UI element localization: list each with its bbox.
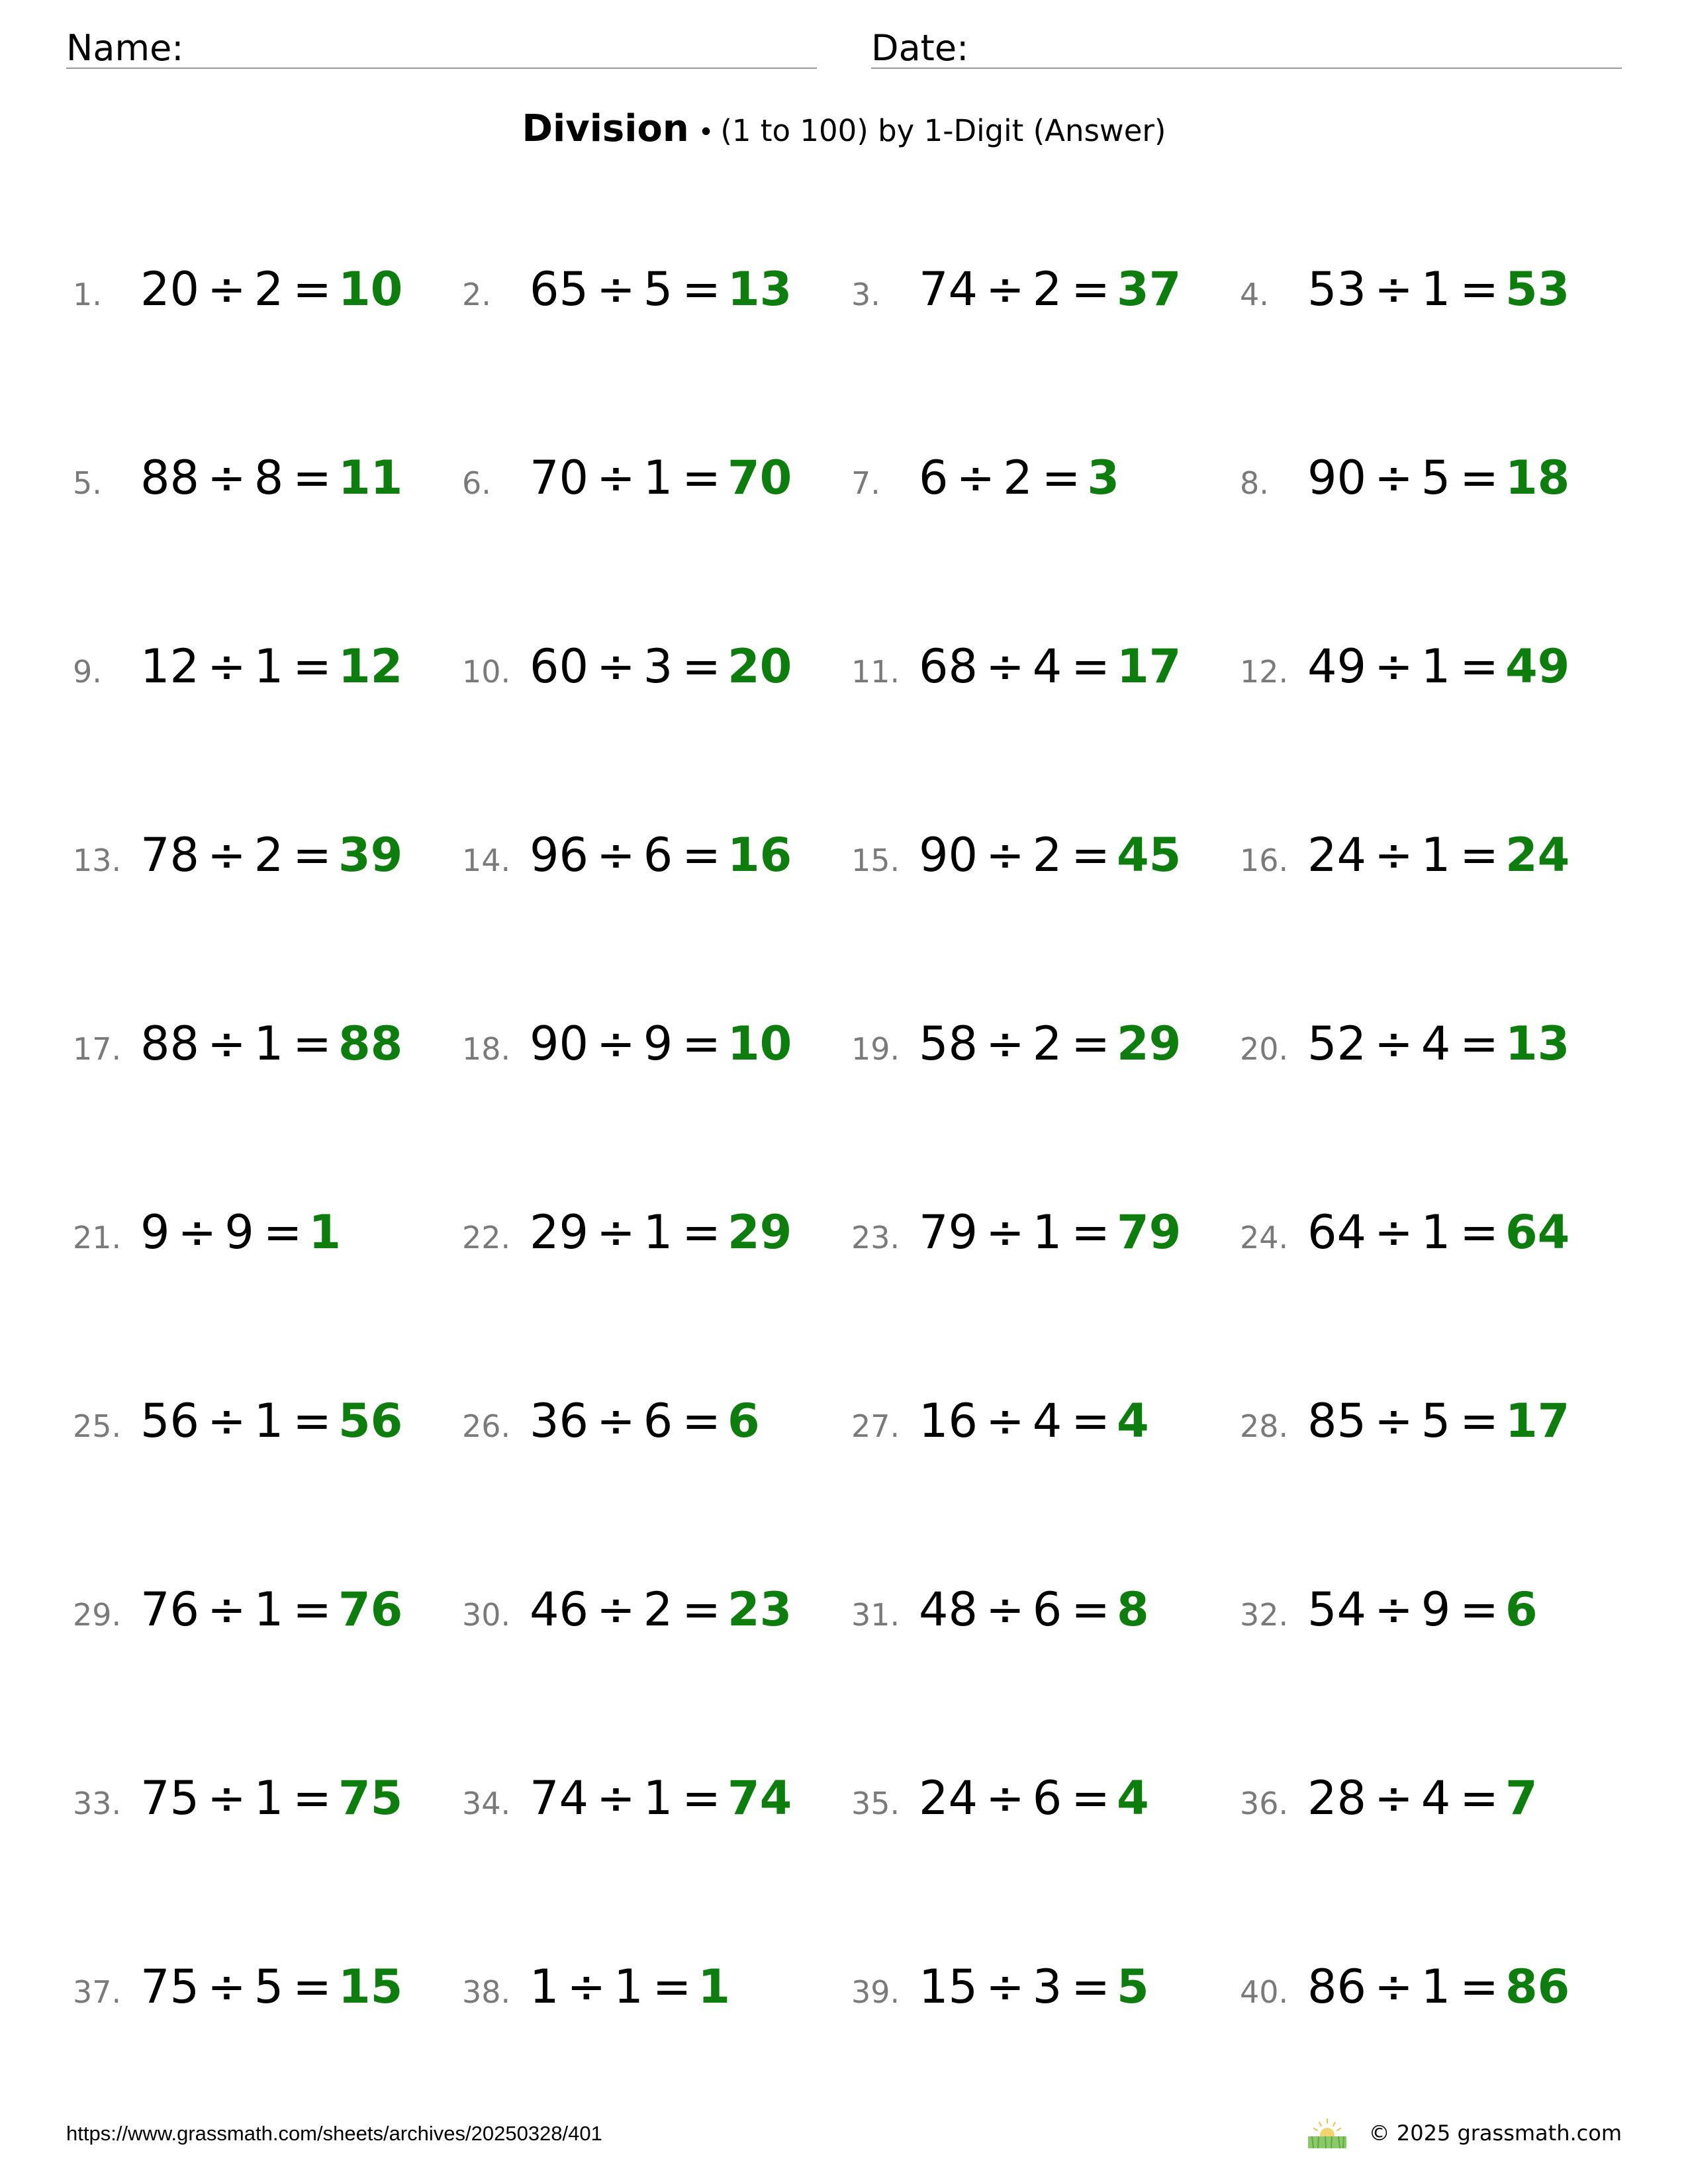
problem-expression	[1307, 1582, 1538, 1637]
equals-sign: =	[1460, 1582, 1499, 1637]
divisor: 1	[1421, 262, 1451, 316]
division-sign: ÷	[596, 1017, 635, 1071]
division-sign: ÷	[1374, 1394, 1413, 1448]
answer: 15	[338, 1960, 403, 2014]
problem-expression	[530, 1205, 792, 1259]
answer: 24	[1505, 828, 1570, 882]
division-sign: ÷	[596, 639, 635, 694]
divisor: 9	[643, 1017, 673, 1071]
dividend: 46	[530, 1582, 589, 1637]
divisor: 5	[1421, 1394, 1451, 1448]
problem-number: 35.	[851, 1786, 900, 1821]
problem-expression	[1307, 451, 1570, 505]
equals-sign: =	[1071, 639, 1110, 694]
problem-number: 9.	[73, 654, 102, 690]
dividend: 54	[1307, 1582, 1367, 1637]
division-sign: ÷	[567, 1960, 606, 2014]
divisor: 6	[643, 1394, 673, 1448]
divisor: 1	[254, 1394, 284, 1448]
dividend: 74	[530, 1771, 589, 1825]
problem-expression	[919, 1017, 1181, 1071]
division-sign: ÷	[986, 262, 1025, 316]
problem-expression	[530, 451, 792, 505]
dividend: 86	[1307, 1960, 1367, 2014]
answer: 29	[1116, 1017, 1182, 1071]
problem-number: 19.	[851, 1031, 900, 1067]
equals-sign: =	[1071, 828, 1110, 882]
problem-number: 22.	[462, 1220, 511, 1255]
dividend: 49	[1307, 639, 1367, 694]
problem-expression	[1307, 828, 1570, 882]
division-sign: ÷	[986, 1394, 1025, 1448]
equals-sign: =	[293, 1582, 332, 1637]
answer: 7	[1505, 1771, 1538, 1825]
divisor: 2	[254, 828, 284, 882]
equals-sign: =	[1460, 828, 1499, 882]
division-sign: ÷	[1374, 1017, 1413, 1071]
divisor: 1	[1421, 828, 1451, 882]
answer: 1	[698, 1960, 731, 2014]
title-bullet: •	[698, 117, 714, 148]
dividend: 60	[530, 639, 589, 694]
answer: 64	[1505, 1205, 1570, 1259]
equals-sign: =	[293, 1017, 332, 1071]
dividend: 24	[1307, 828, 1367, 882]
divisor: 5	[643, 262, 673, 316]
answer: 18	[1505, 451, 1570, 505]
equals-sign: =	[293, 1771, 332, 1825]
divisor: 2	[1003, 451, 1033, 505]
equals-sign: =	[682, 262, 721, 316]
equals-sign: =	[1041, 451, 1081, 505]
divisor: 6	[1032, 1771, 1062, 1825]
division-sign: ÷	[596, 451, 635, 505]
dividend: 90	[919, 828, 978, 882]
problem-number: 12.	[1240, 654, 1289, 690]
problem-number: 31.	[851, 1597, 900, 1633]
divisor: 6	[643, 828, 673, 882]
equals-sign: =	[682, 1205, 721, 1259]
equals-sign: =	[1460, 1771, 1499, 1825]
problem-expression	[919, 1582, 1149, 1637]
problem-number: 18.	[462, 1031, 511, 1067]
divisor: 1	[1032, 1205, 1062, 1259]
problem-number: 1.	[73, 277, 102, 312]
title-main: Division	[522, 107, 689, 150]
divisor: 2	[643, 1582, 673, 1637]
problem-number: 16.	[1240, 842, 1289, 878]
problem-number: 8.	[1240, 465, 1269, 501]
problem-number: 26.	[462, 1408, 511, 1444]
divisor: 3	[643, 639, 673, 694]
dividend: 76	[140, 1582, 200, 1637]
division-sign: ÷	[1374, 828, 1413, 882]
division-sign: ÷	[207, 1771, 246, 1825]
dividend: 65	[530, 262, 589, 316]
division-sign: ÷	[596, 1394, 635, 1448]
division-sign: ÷	[1374, 639, 1413, 694]
dividend: 29	[530, 1205, 589, 1259]
dividend: 48	[919, 1582, 978, 1637]
equals-sign: =	[682, 1771, 721, 1825]
equals-sign: =	[682, 639, 721, 694]
divisor: 1	[254, 639, 284, 694]
divisor: 1	[254, 1771, 284, 1825]
division-sign: ÷	[1374, 1771, 1413, 1825]
problem-expression	[140, 451, 402, 505]
division-sign: ÷	[207, 451, 246, 505]
divisor: 2	[1032, 262, 1062, 316]
divisor: 1	[643, 1205, 673, 1259]
equals-sign: =	[682, 1582, 721, 1637]
dividend: 74	[919, 262, 978, 316]
divisor: 1	[1421, 1205, 1451, 1259]
equals-sign: =	[263, 1205, 303, 1259]
problem-expression	[140, 1771, 402, 1825]
problem-number: 32.	[1240, 1597, 1289, 1633]
dividend: 70	[530, 451, 589, 505]
problem-number: 34.	[462, 1786, 511, 1821]
dividend: 28	[1307, 1771, 1367, 1825]
division-sign: ÷	[986, 639, 1025, 694]
answer: 17	[1505, 1394, 1570, 1448]
answer: 49	[1505, 639, 1570, 694]
division-sign: ÷	[986, 828, 1025, 882]
equals-sign: =	[1071, 262, 1110, 316]
divisor: 9	[1421, 1582, 1451, 1637]
division-sign: ÷	[207, 1017, 246, 1071]
divisor: 1	[643, 451, 673, 505]
equals-sign: =	[682, 1017, 721, 1071]
answer: 5	[1116, 1960, 1149, 2014]
dividend: 16	[919, 1394, 978, 1448]
equals-sign: =	[1460, 262, 1499, 316]
problem-expression	[1307, 1771, 1538, 1825]
answer: 3	[1087, 451, 1120, 505]
problem-number: 7.	[851, 465, 880, 501]
equals-sign: =	[1460, 1017, 1499, 1071]
division-sign: ÷	[207, 1582, 246, 1637]
answer: 88	[338, 1017, 403, 1071]
dividend: 52	[1307, 1017, 1367, 1071]
problem-number: 3.	[851, 277, 880, 312]
dividend: 75	[140, 1960, 200, 2014]
divisor: 2	[254, 262, 284, 316]
divisor: 1	[1421, 639, 1451, 694]
equals-sign: =	[682, 451, 721, 505]
problem-number: 36.	[1240, 1786, 1289, 1821]
divisor: 1	[614, 1960, 643, 2014]
problem-expression	[530, 262, 792, 316]
problem-number: 13.	[73, 842, 122, 878]
division-sign: ÷	[596, 262, 635, 316]
problem-number: 2.	[462, 277, 491, 312]
equals-sign: =	[293, 1960, 332, 2014]
dividend: 96	[530, 828, 589, 882]
problem-expression	[140, 828, 402, 882]
dividend: 78	[140, 828, 200, 882]
divisor: 8	[254, 451, 284, 505]
problem-expression	[530, 1582, 792, 1637]
problem-expression	[1307, 639, 1570, 694]
dividend: 88	[140, 1017, 200, 1071]
equals-sign: =	[682, 1394, 721, 1448]
division-sign: ÷	[207, 1394, 246, 1448]
equals-sign: =	[293, 639, 332, 694]
answer: 4	[1116, 1771, 1149, 1825]
division-sign: ÷	[207, 1960, 246, 2014]
divisor: 3	[1032, 1960, 1062, 2014]
equals-sign: =	[1071, 1205, 1110, 1259]
problem-expression	[140, 1205, 341, 1259]
problem-expression	[919, 1205, 1181, 1259]
dividend: 20	[140, 262, 200, 316]
problem-expression	[530, 828, 792, 882]
footer-copyright: © 2025 grassmath.com	[1368, 2120, 1622, 2146]
dividend: 36	[530, 1394, 589, 1448]
divisor: 1	[254, 1017, 284, 1071]
answer: 6	[1505, 1582, 1538, 1637]
answer: 10	[727, 1017, 792, 1071]
divisor: 5	[1421, 451, 1451, 505]
problem-number: 5.	[73, 465, 102, 501]
division-sign: ÷	[596, 828, 635, 882]
division-sign: ÷	[1374, 1960, 1413, 2014]
divisor: 6	[1032, 1582, 1062, 1637]
dividend: 85	[1307, 1394, 1367, 1448]
dividend: 75	[140, 1771, 200, 1825]
dividend: 53	[1307, 262, 1367, 316]
footer-branding	[1305, 2116, 1622, 2150]
title-subtitle: (1 to 100) by 1-Digit (Answer)	[720, 113, 1166, 148]
answer: 10	[338, 262, 403, 316]
footer-url: https://www.grassmath.com/sheets/archives/20250328/401	[66, 2122, 602, 2145]
dividend: 79	[919, 1205, 978, 1259]
division-sign: ÷	[207, 639, 246, 694]
divisor: 2	[1032, 828, 1062, 882]
answer: 13	[727, 262, 792, 316]
equals-sign: =	[293, 828, 332, 882]
problem-number: 21.	[73, 1220, 122, 1255]
division-sign: ÷	[596, 1582, 635, 1637]
problem-expression	[919, 262, 1181, 316]
equals-sign: =	[1460, 639, 1499, 694]
answer: 8	[1116, 1582, 1149, 1637]
problem-expression	[530, 1771, 792, 1825]
equals-sign: =	[1071, 1017, 1110, 1071]
divisor: 4	[1032, 639, 1062, 694]
problem-number: 28.	[1240, 1408, 1289, 1444]
answer: 4	[1116, 1394, 1149, 1448]
equals-sign: =	[1071, 1960, 1110, 2014]
divisor: 4	[1421, 1017, 1451, 1071]
problem-number: 23.	[851, 1220, 900, 1255]
equals-sign: =	[293, 451, 332, 505]
problem-expression	[140, 262, 402, 316]
dividend: 12	[140, 639, 200, 694]
equals-sign: =	[1071, 1394, 1110, 1448]
division-sign: ÷	[596, 1771, 635, 1825]
problem-number: 38.	[462, 1974, 511, 2010]
answer: 45	[1116, 828, 1182, 882]
problem-number: 27.	[851, 1408, 900, 1444]
answer: 56	[338, 1394, 403, 1448]
answer: 6	[727, 1394, 760, 1448]
answer: 11	[338, 451, 403, 505]
division-sign: ÷	[956, 451, 996, 505]
answer: 20	[727, 639, 792, 694]
answer: 12	[338, 639, 403, 694]
problem-expression	[530, 1017, 792, 1071]
problem-expression	[1307, 262, 1570, 316]
dividend: 58	[919, 1017, 978, 1071]
answer: 74	[727, 1771, 792, 1825]
equals-sign: =	[652, 1960, 692, 2014]
dividend: 1	[530, 1960, 559, 2014]
equals-sign: =	[1460, 1205, 1499, 1259]
dividend: 56	[140, 1394, 200, 1448]
problem-number: 30.	[462, 1597, 511, 1633]
answer: 53	[1505, 262, 1570, 316]
divisor: 2	[1032, 1017, 1062, 1071]
answer: 13	[1505, 1017, 1570, 1071]
answer: 39	[338, 828, 403, 882]
divisor: 4	[1032, 1394, 1062, 1448]
name-label: Name:	[66, 27, 184, 69]
dividend: 68	[919, 639, 978, 694]
division-sign: ÷	[207, 828, 246, 882]
answer: 37	[1116, 262, 1182, 316]
answer: 79	[1116, 1205, 1182, 1259]
problem-number: 4.	[1240, 277, 1269, 312]
divisor: 4	[1421, 1771, 1451, 1825]
equals-sign: =	[1460, 1960, 1499, 2014]
equals-sign: =	[1460, 1394, 1499, 1448]
division-sign: ÷	[986, 1205, 1025, 1259]
problem-expression	[1307, 1017, 1570, 1071]
answer: 17	[1116, 639, 1182, 694]
problem-number: 20.	[1240, 1031, 1289, 1067]
problem-number: 14.	[462, 842, 511, 878]
problem-expression	[530, 1394, 760, 1448]
problem-number: 6.	[462, 465, 491, 501]
problem-number: 33.	[73, 1786, 122, 1821]
problem-number: 17.	[73, 1031, 122, 1067]
division-sign: ÷	[986, 1771, 1025, 1825]
dividend: 9	[140, 1205, 170, 1259]
grass-sun-logo-icon	[1305, 2116, 1349, 2150]
problem-expression	[140, 1582, 402, 1637]
dividend: 90	[1307, 451, 1367, 505]
problem-number: 29.	[73, 1597, 122, 1633]
answer: 76	[338, 1582, 403, 1637]
problem-expression	[919, 828, 1181, 882]
problem-number: 15.	[851, 842, 900, 878]
dividend: 24	[919, 1771, 978, 1825]
division-sign: ÷	[1374, 451, 1413, 505]
problem-number: 39.	[851, 1974, 900, 2010]
division-sign: ÷	[177, 1205, 217, 1259]
divisor: 1	[254, 1582, 284, 1637]
divisor: 1	[1421, 1960, 1451, 2014]
divisor: 9	[224, 1205, 254, 1259]
equals-sign: =	[1460, 451, 1499, 505]
division-sign: ÷	[986, 1960, 1025, 2014]
answer: 1	[308, 1205, 342, 1259]
dividend: 15	[919, 1960, 978, 2014]
answer: 16	[727, 828, 792, 882]
problem-expression	[919, 1394, 1149, 1448]
date-label: Date:	[871, 27, 969, 69]
problem-expression	[140, 1017, 402, 1071]
problem-expression	[919, 639, 1181, 694]
answer: 86	[1505, 1960, 1570, 2014]
problem-number: 37.	[73, 1974, 122, 2010]
problem-expression	[1307, 1960, 1570, 2014]
division-sign: ÷	[207, 262, 246, 316]
division-sign: ÷	[596, 1205, 635, 1259]
equals-sign: =	[1071, 1582, 1110, 1637]
problem-expression	[919, 1960, 1149, 2014]
problem-expression	[1307, 1394, 1570, 1448]
dividend: 90	[530, 1017, 589, 1071]
division-sign: ÷	[986, 1017, 1025, 1071]
answer: 75	[338, 1771, 403, 1825]
problem-expression	[140, 1960, 402, 2014]
problem-expression	[530, 639, 792, 694]
division-sign: ÷	[986, 1582, 1025, 1637]
problem-expression	[919, 1771, 1149, 1825]
answer: 29	[727, 1205, 792, 1259]
problem-expression	[140, 639, 402, 694]
answer: 70	[727, 451, 792, 505]
problem-number: 40.	[1240, 1974, 1289, 2010]
division-sign: ÷	[1374, 1205, 1413, 1259]
problem-number: 10.	[462, 654, 511, 690]
problem-number: 25.	[73, 1408, 122, 1444]
divisor: 1	[643, 1771, 673, 1825]
equals-sign: =	[293, 1394, 332, 1448]
problem-expression	[919, 451, 1119, 505]
problem-number: 11.	[851, 654, 900, 690]
problem-expression	[530, 1960, 730, 2014]
dividend: 64	[1307, 1205, 1367, 1259]
answer: 23	[727, 1582, 792, 1637]
divisor: 5	[254, 1960, 284, 2014]
problem-expression	[1307, 1205, 1570, 1259]
equals-sign: =	[1071, 1771, 1110, 1825]
dividend: 6	[919, 451, 949, 505]
division-sign: ÷	[1374, 262, 1413, 316]
equals-sign: =	[682, 828, 721, 882]
problem-number: 24.	[1240, 1220, 1289, 1255]
dividend: 88	[140, 451, 200, 505]
equals-sign: =	[293, 262, 332, 316]
division-sign: ÷	[1374, 1582, 1413, 1637]
problem-expression	[140, 1394, 402, 1448]
